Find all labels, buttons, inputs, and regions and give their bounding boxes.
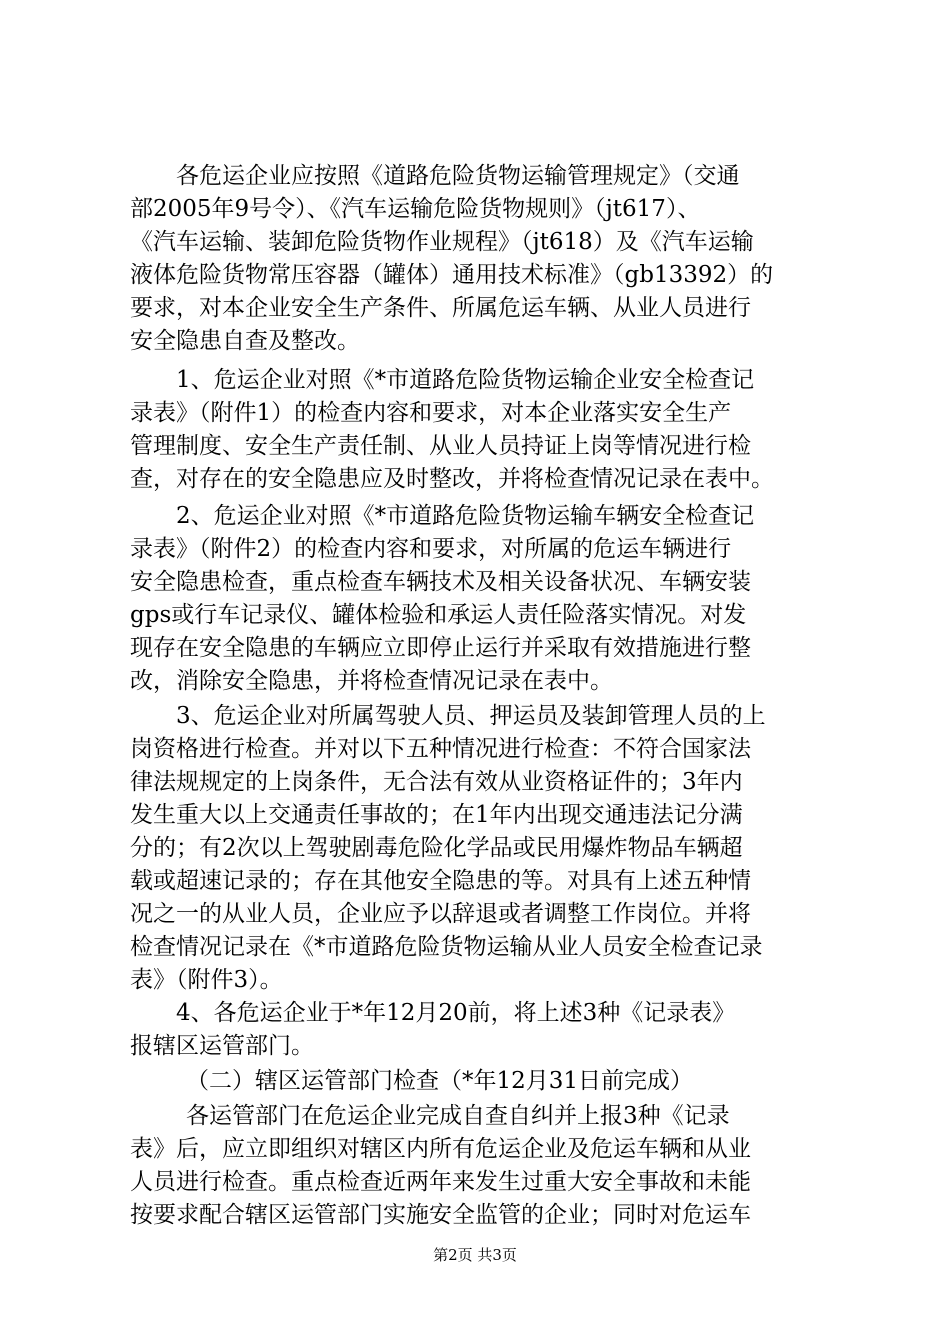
body-text-line: 安全隐患检查，重点检查车辆技术及相关设备状况、车辆安装	[130, 569, 751, 595]
body-text-line: 各危运企业应按照《道路危险货物运输管理规定》（交通	[176, 163, 740, 189]
body-text-line: 2、危运企业对照《*市道路危险货物运输车辆安全检查记	[176, 503, 755, 529]
body-text-line: 现存在安全隐患的车辆应立即停止运行并采取有效措施进行整	[130, 635, 751, 661]
body-text-line: 部2005年9号令）、《汽车运输危险货物规则》（jt617）、	[130, 196, 701, 222]
section-heading: （二）辖区运管部门检查（*年12月31日前完成）	[186, 1068, 694, 1094]
body-text-line: 录表》（附件1）的检查内容和要求，对本企业落实安全生产	[130, 400, 732, 426]
body-text-line: 检查情况记录在《*市道路危险货物运输从业人员安全检查记录	[130, 934, 763, 960]
body-text-line: 安全隐患自查及整改。	[130, 328, 360, 354]
body-text-line: 载或超速记录的；存在其他安全隐患的等。对具有上述五种情	[130, 868, 751, 894]
body-text-line: 录表》（附件2）的检查内容和要求，对所属的危运车辆进行	[130, 536, 732, 562]
body-text-line: 《汽车运输、装卸危险货物作业规程》（jt618）及《汽车运输	[130, 229, 754, 255]
body-text-line: 要求，对本企业安全生产条件、所属危运车辆、从业人员进行	[130, 295, 751, 321]
body-text-line: 人员进行检查。重点检查近两年来发生过重大安全事故和未能	[130, 1169, 751, 1195]
body-text-line: 查，对存在的安全隐患应及时整改，并将检查情况记录在表中。	[130, 466, 774, 492]
body-text-line: 岗资格进行检查。并对以下五种情况进行检查：不符合国家法	[130, 736, 751, 762]
body-text-line: 分的；有2次以上驾驶剧毒危险化学品或民用爆炸物品车辆超	[130, 835, 743, 861]
body-text-line: 表》（附件3）。	[130, 967, 283, 993]
body-text-line: 律法规规定的上岗条件，无合法有效从业资格证件的；3年内	[130, 769, 743, 795]
body-text-line: 表》后，应立即组织对辖区内所有危运企业及危运车辆和从业	[130, 1136, 751, 1162]
body-text-line: 报辖区运管部门。	[130, 1033, 314, 1059]
body-text-line: 1、危运企业对照《*市道路危险货物运输企业安全检查记	[176, 367, 755, 393]
body-text-line: 各运管部门在危运企业完成自查自纠并上报3种《记录	[186, 1103, 730, 1129]
body-text-line: 况之一的从业人员，企业应予以辞退或者调整工作岗位。并将	[130, 901, 751, 927]
page-number-footer: 第2页 共3页	[433, 1246, 517, 1264]
body-text-line: gps或行车记录仪、罐体检验和承运人责任险落实情况。对发	[130, 602, 747, 628]
body-text-line: 3、危运企业对所属驾驶人员、押运员及装卸管理人员的上	[176, 703, 766, 729]
body-text-line: 液体危险货物常压容器（罐体）通用技术标准》（gb13392）的	[130, 262, 774, 288]
body-text-line: 按要求配合辖区运管部门实施安全监管的企业；同时对危运车	[130, 1202, 751, 1228]
body-text-line: 管理制度、安全生产责任制、从业人员持证上岗等情况进行检	[130, 433, 751, 459]
body-text-line: 4、各危运企业于*年12月20前，将上述3种《记录表》	[176, 1000, 736, 1026]
body-text-line: 发生重大以上交通责任事故的；在1年内出现交通违法记分满	[130, 802, 743, 828]
body-text-line: 改，消除安全隐患，并将检查情况记录在表中。	[130, 668, 613, 694]
